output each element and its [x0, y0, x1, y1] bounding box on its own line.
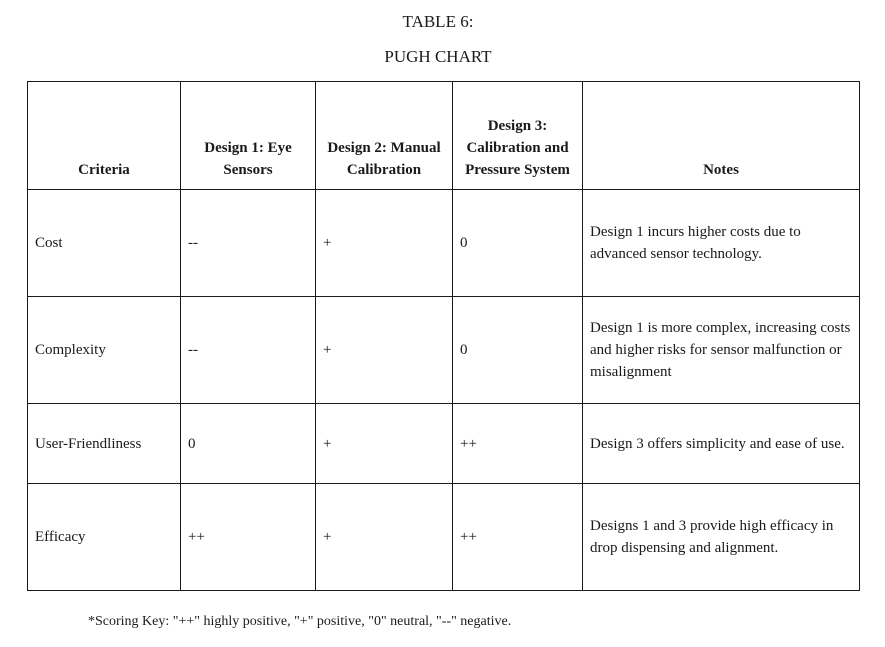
design-3-score: 0	[453, 190, 583, 297]
header-row	[28, 82, 860, 190]
scoring-key-footnote: *Scoring Key: "++" highly positive, "+" positive, "0" neutral, "--" negative.	[88, 614, 512, 629]
table-row-efficacy	[28, 484, 860, 591]
design-1-score: ++	[181, 484, 316, 591]
design-3-score: 0	[453, 297, 583, 404]
notes-cell: Design 1 is more complex, increasing costs and higher risks for sensor malfunction or misalignment	[583, 297, 860, 404]
header-notes: Notes	[583, 82, 860, 190]
pugh-chart-table	[27, 81, 860, 591]
table-row-cost	[28, 190, 860, 297]
criteria-cell: User-Friendliness	[28, 404, 181, 484]
notes-cell: Designs 1 and 3 provide high efficacy in drop dispensing and alignment.	[583, 484, 860, 591]
design-2-score: +	[316, 484, 453, 591]
table-row-complexity	[28, 297, 860, 404]
notes-cell: Design 3 offers simplicity and ease of use.	[583, 404, 860, 484]
header-design-1: Design 1: Eye Sensors	[181, 82, 316, 190]
table-title: PUGH CHART	[384, 47, 492, 66]
design-2-score: +	[316, 190, 453, 297]
design-1-score: 0	[181, 404, 316, 484]
table-row-user-friendliness	[28, 404, 860, 484]
design-3-score: ++	[453, 404, 583, 484]
table-label: TABLE 6:	[402, 12, 474, 31]
design-2-score: +	[316, 297, 453, 404]
design-3-score: ++	[453, 484, 583, 591]
design-1-score: --	[181, 190, 316, 297]
criteria-cell: Cost	[28, 190, 181, 297]
design-1-score: --	[181, 297, 316, 404]
notes-cell: Design 1 incurs higher costs due to advanced sensor technology.	[583, 190, 860, 297]
header-criteria: Criteria	[28, 82, 181, 190]
design-2-score: +	[316, 404, 453, 484]
header-design-3: Design 3: Calibration and Pressure System	[453, 82, 583, 190]
criteria-cell: Complexity	[28, 297, 181, 404]
criteria-cell: Efficacy	[28, 484, 181, 591]
header-design-2: Design 2: Manual Calibration	[316, 82, 453, 190]
